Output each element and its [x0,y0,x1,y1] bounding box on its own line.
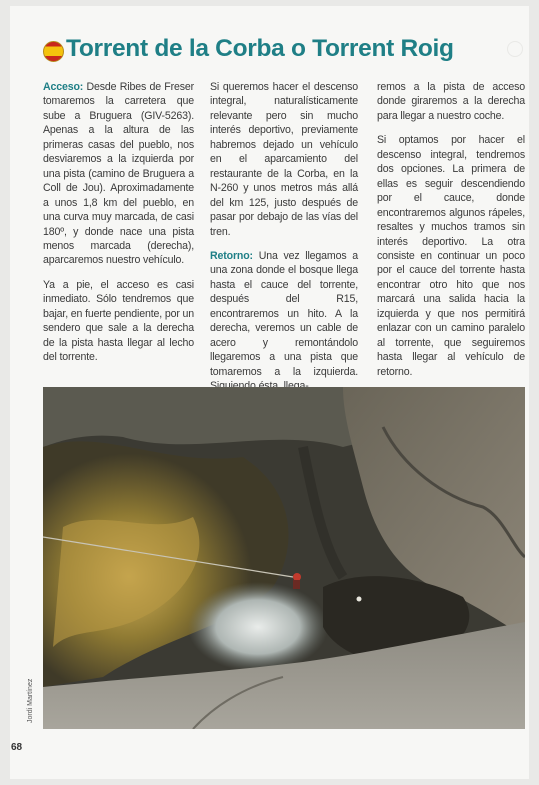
paragraph-opciones: Si optamos por hacer el descenso integral, tendremos dos opciones. La primera de ellas es seguir descendiendo por el cauce, donde encontraremos algunos rápeles, resaltes y muchos tramos sin interés deportivo. La otra consiste en continuar un poco por el cauce del torrente hasta encontrar otro hito que nos marcará una salida hacia la izquierda y que nos permitirá enlazar con un camino paralelo al torrente, que seguiremos hasta llegar al vehículo de retorno. [377,134,525,378]
paragraph-a-pie: Ya a pie, el acceso es casi inmediato. Sólo tendremos que bajar, en fuerte pendiente, por un sendero que sale a la derecha de la pista hasta llegar al lecho del torrente. [43,278,194,364]
corner-logo-icon [507,41,523,57]
paragraph-retorno-cont: remos a la pista de acceso donde giraremos a la derecha para llegar a nuestro coche. [377,81,525,122]
acceso-text: Desde Ribes de Freser tomaremos la carretera que sube a Bruguera (GIV-5263). Apenas a la altura de las primeras casas del pueblo, nos desviaremos a la izquierda por una pista (camino de Bruguera a Coll de Jou). Aproximadamente a unos 1,8 km del pueblo, en una curva muy marcada, de casi 180º, y donde nace una pista menos marcada (derecha), aparcaremos nuestro vehículo. [43,81,194,267]
page-number: 68 [11,742,23,753]
retorno-text: Una vez llegamos a una zona donde el bosque llega hasta el cauce del torrente, después del R15, encontraremos un hito. A la derecha, veremos un cable de acero y remontándolo llegaremos a una pista que tomaremos a la izquierda. [210,249,358,378]
paragraph-descenso-integral: Si queremos hacer el descenso integral, naturalísticamente relevante pero sin mucho interés deportivo, previamente habremos dejado un vehículo en el aparcamiento del restaurante de la Corba, en la N-260 y unos metros más allá del km 125, justo después de pasar por debajo de las vías del tren. [210,81,358,238]
canyon-photo [43,387,525,729]
page-title: Torrent de la Corba o Torrent Roig [66,35,454,62]
acceso-heading: Acceso: [43,81,84,93]
paragraph-retorno [210,249,358,394]
spain-flag-icon [43,41,64,62]
text-column-1 [43,80,194,375]
text-column-2 [210,80,358,404]
paragraph-acceso [43,80,194,268]
text-column-3 [377,80,525,389]
retorno-heading: Retorno: [210,249,253,262]
photo-credit: Jordi Martínez [27,678,34,723]
